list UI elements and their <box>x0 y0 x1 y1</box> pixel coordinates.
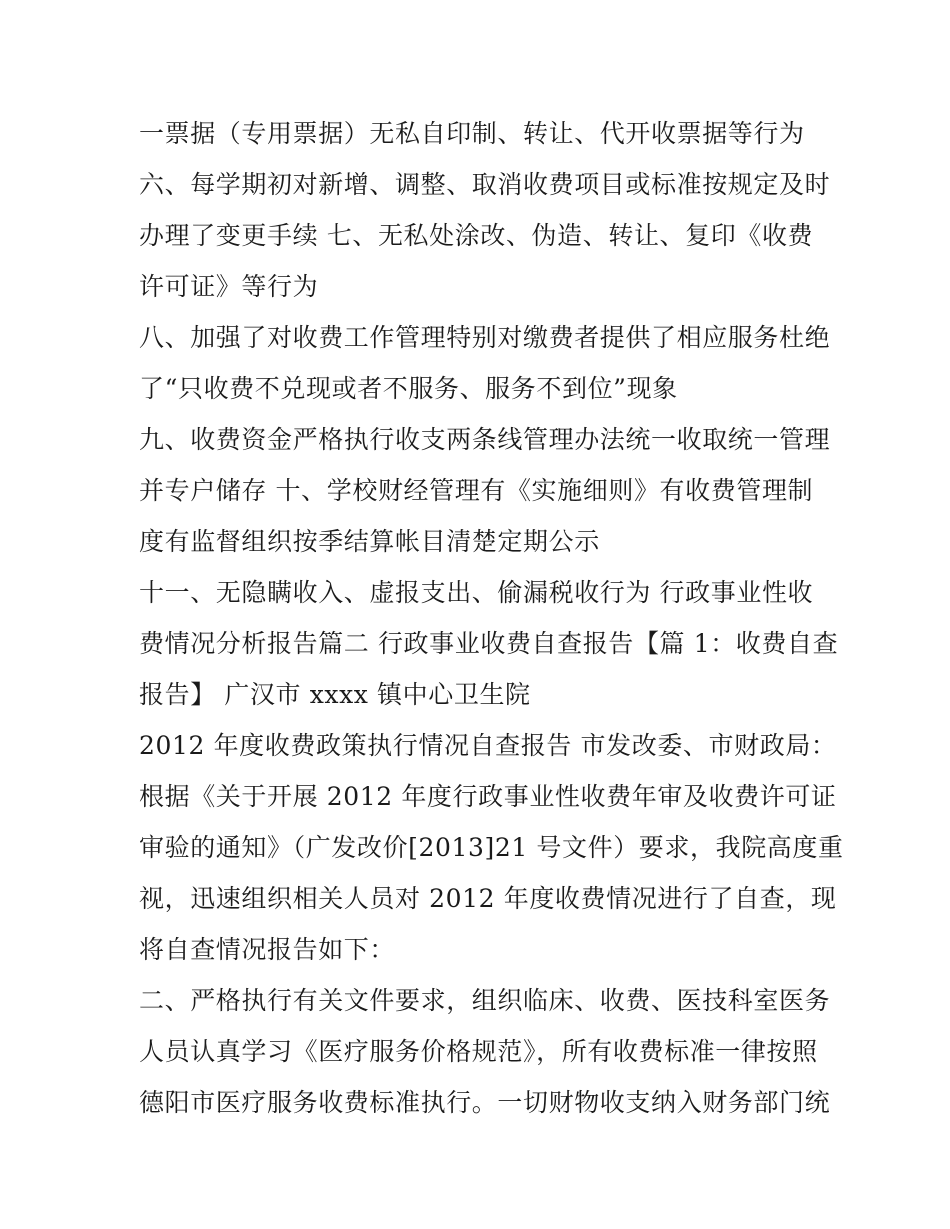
text-line: 六、每学期初对新增、调整、取消收费项目或标准按规定及时 <box>139 170 831 199</box>
text-line: 审验的通知》（广发改价[2013]21 号文件）要求，我院高度重 <box>139 833 844 862</box>
document-body <box>139 108 844 1128</box>
text-line: 九、收费资金严格执行收支两条线管理办法统一收取统一管理 <box>139 425 831 454</box>
text-line: 许可证》等行为 <box>139 272 319 301</box>
text-line: 一票据（专用票据）无私自印制、转让、代开收票据等行为 <box>139 119 805 148</box>
text-line: 了“只收费不兑现或者不服务、服务不到位”现象 <box>139 374 678 403</box>
text-line: 根据《关于开展 2012 年度行政事业性收费年审及收费许可证 <box>139 782 837 811</box>
text-line: 十一、无隐瞒收入、虚报支出、偷漏税收行为 行政事业性收 <box>139 578 814 607</box>
text-line: 报告】 广汉市 xxxx 镇中心卫生院 <box>139 680 531 709</box>
text-line: 2012 年度收费政策执行情况自查报告 市发改委、市财政局： <box>139 731 837 760</box>
text-line: 人员认真学习《医疗服务价格规范》，所有收费标准一律按照 <box>139 1037 818 1066</box>
text-line: 办理了变更手续 七、无私处涂改、伪造、转让、复印《收费 <box>139 221 814 250</box>
text-line: 度有监督组织按季结算帐目清楚定期公示 <box>139 527 600 556</box>
text-line: 二、严格执行有关文件要求，组织临床、收费、医技科室医务 <box>139 986 831 1015</box>
text-line: 将自查情况报告如下： <box>139 935 396 964</box>
text-line: 并专户储存 十、学校财经管理有《实施细则》有收费管理制 <box>139 476 814 505</box>
text-line: 八、加强了对收费工作管理特别对缴费者提供了相应服务杜绝 <box>139 323 831 352</box>
text-line: 德阳市医疗服务收费标准执行。一切财物收支纳入财务部门统 <box>139 1088 831 1117</box>
text-line: 视，迅速组织相关人员对 2012 年度收费情况进行了自查，现 <box>139 884 837 913</box>
text-line: 费情况分析报告篇二 行政事业收费自查报告【篇 1：收费自查 <box>139 629 839 658</box>
